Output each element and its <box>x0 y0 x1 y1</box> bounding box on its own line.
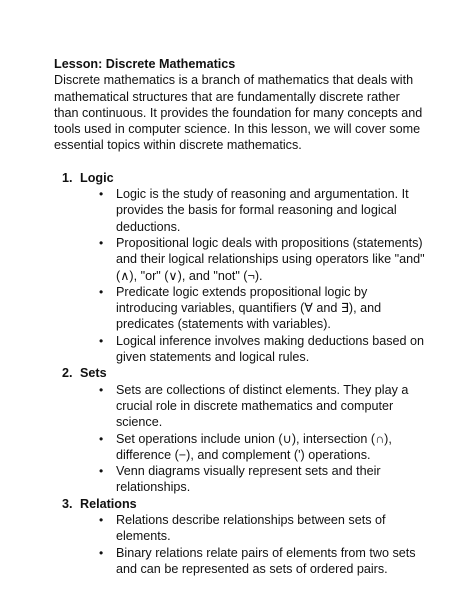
paragraph-spacer <box>54 154 426 170</box>
bullet-icon: • <box>99 545 104 560</box>
section-title: Logic <box>80 170 114 185</box>
list-item-text: Propositional logic deals with propositions (statements) and their logical relationships using operators like "and" (∧), "or" (∨), and "not" (¬). <box>116 235 425 283</box>
list-item <box>99 512 426 545</box>
list-item-text: Relations describe relationships between sets of elements. <box>116 513 386 544</box>
lesson-title: Lesson: Discrete Mathematics <box>54 57 236 71</box>
section-heading <box>54 496 426 512</box>
section-title: Relations <box>80 496 137 511</box>
list-item-text: Sets are collections of distinct elements. They play a crucial role in discrete mathematics and computer science. <box>116 382 409 430</box>
list-item-text: Set operations include union (∪), intersection (∩), difference (−), and complement (') operations. <box>116 431 392 462</box>
bullet-icon: • <box>99 513 104 528</box>
list-item <box>99 186 426 235</box>
list-item <box>99 333 426 366</box>
list-item <box>99 545 426 578</box>
section-list <box>54 170 426 577</box>
bullet-icon: • <box>99 187 104 202</box>
section-heading <box>54 365 426 381</box>
bullet-icon: • <box>99 464 104 479</box>
list-item-text: Predicate logic extends propositional logic by introducing variables, quantifiers (∀ and ∃), and predicates (statements with variables). <box>116 284 382 332</box>
bullet-icon: • <box>99 333 104 348</box>
list-item-text: Logical inference involves making deductions based on given statements and logical rules. <box>116 333 425 365</box>
list-item-text: Binary relations relate pairs of elements from two sets and can be represented as sets of ordered pairs. <box>116 545 416 576</box>
list-item <box>99 463 426 496</box>
list-item <box>99 431 426 464</box>
bullet-list <box>80 512 426 577</box>
bullet-list <box>80 186 426 365</box>
list-item <box>99 284 426 333</box>
bullet-list <box>80 382 426 496</box>
intro-paragraph: Discrete mathematics is a branch of mathematics that deals with mathematical structures that are fundamentally discrete rather than continuous. It provides the foundation for many concepts and tools used in computer science. In this lesson, we will cover some essential topics within discrete mathematics. <box>54 73 423 153</box>
bullet-icon: • <box>99 284 104 299</box>
section-number: 2. <box>62 366 73 381</box>
section-heading <box>54 170 426 186</box>
section-title: Sets <box>80 366 107 381</box>
bullet-icon: • <box>99 431 104 446</box>
section-number: 1. <box>62 170 73 185</box>
section-relations <box>54 496 426 577</box>
list-item <box>99 382 426 431</box>
bullet-icon: • <box>99 235 104 250</box>
section-logic <box>54 170 426 366</box>
list-item-text: Venn diagrams visually represent sets and their relationships. <box>116 464 381 495</box>
list-item <box>99 235 426 284</box>
bullet-icon: • <box>99 382 104 397</box>
section-sets <box>54 365 426 495</box>
section-number: 3. <box>62 496 73 511</box>
list-item-text: Logic is the study of reasoning and argumentation. It provides the basis for formal reasoning and logical deductions. <box>116 187 409 234</box>
document-body <box>54 56 426 577</box>
